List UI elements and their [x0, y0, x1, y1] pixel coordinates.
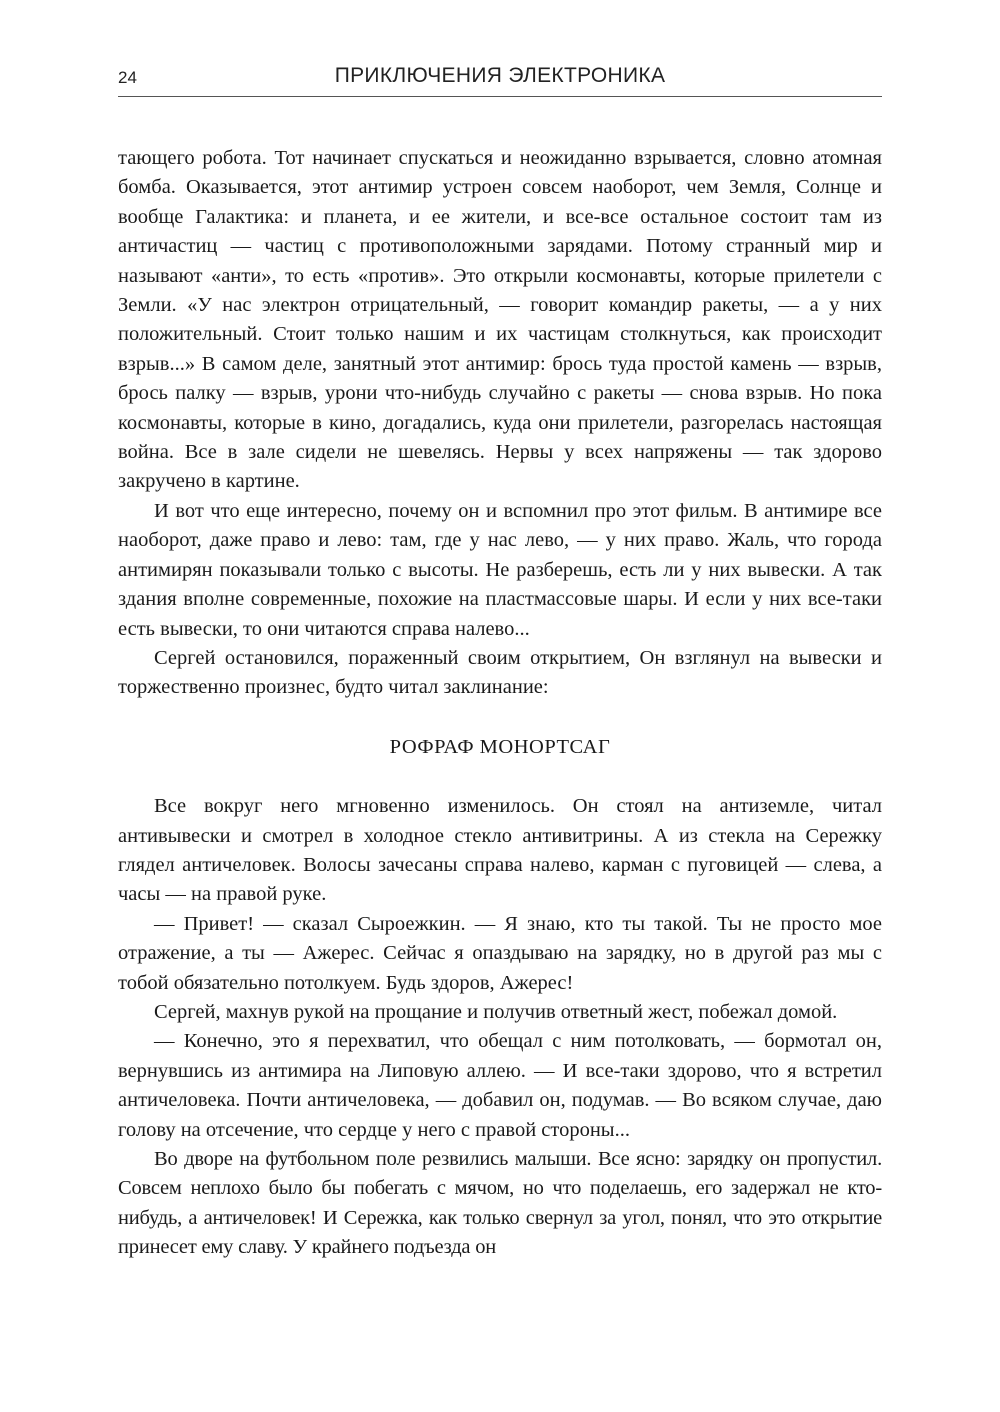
- page-header: [118, 62, 882, 97]
- page-number: 24: [118, 68, 137, 87]
- paragraph-dialogue: — Привет! — сказал Сыроежкин. — Я знаю, кто ты такой. Ты не просто мое отражение, а ты — Ажерес. Сейчас я опаздываю на зарядку, но в другой раз мы с тобой обязательно потолкуем. Будь здоров, Ажерес!: [118, 912, 882, 994]
- running-title: ПРИКЛЮЧЕНИЯ ЭЛЕКТРОНИКА: [334, 64, 666, 87]
- paragraph: Сергей остановился, пораженный своим открытием, Он взглянул на вывески и торжественно произнес, будто читал заклинание:: [118, 646, 882, 699]
- centered-heading: РОФРАФ МОНОРТСАГ: [389, 735, 611, 758]
- paragraph: Все вокруг него мгновенно изменилось. Он стоял на антиземле, читал антивывески и смотрел в холодное стекло антивитрины. А из стекла на Сережку глядел античеловек. Волосы зачесаны справа налево, карман с пуговицей — слева, а часы — на правой руке.: [118, 795, 882, 906]
- paragraph-continuation: тающего робота. Тот начинает спускаться и неожиданно взрывается, словно атомная бомба. Оказывается, этот антимир устроен совсем наоборот, чем Земля, Солнце и вообще Галактика: и планета, и ее жители, и все-все остальное состоит там из античастиц — частиц с противоположными зарядами. Потому странный мир и называют «анти», то есть «против». Это открыли космонавты, которые прилетели с Земли. «У нас электрон отрицательный, — говорит командир ракеты, — а у них положительный. Стоит только нашим и их частицам столкнуться, как происходит взрыв...» В самом деле, занятный этот антимир: брось туда простой камень — взрыв, брось палку — взрыв, урони что-нибудь случайно с ракеты — снова взрыв. Но пока космонавты, которые в кино, догадались, куда они прилетели, разгорелась настоящая война. Все в зале сидели не шевелясь. Нервы у всех напряжены — так здорово закручено в картине.: [118, 147, 882, 493]
- paragraph: Во дворе на футбольном поле резвились малыши. Все ясно: зарядку он пропустил. Совсем неплохо было бы побегать с мячом, но что поделаешь, его задержал не кто-нибудь, а античеловек! И Сережка, как только свернул за угол, понял, что это открытие принесет ему славу. У крайнего подъезда он: [118, 1148, 882, 1259]
- paragraph-dialogue: — Конечно, это я перехватил, что обещал с ним потолковать, — бормотал он, вернувшись из антимира на Липовую аллею. — И все-таки здорово, что я встретил античеловека. Почти античеловека, — добавил он, подумав. — Во всяком случае, даю голову на отсечение, что сердце у него с правой стороны...: [118, 1030, 882, 1141]
- paragraph: Сергей, махнув рукой на прощание и получив ответный жест, побежал домой.: [154, 1000, 838, 1023]
- paragraph: И вот что еще интересно, почему он и вспомнил про этот фильм. В антимире все наоборот, даже право и лево: там, где у нас лево, — у них право. Жаль, что города антимирян показывали только с высоты. Не разберешь, есть ли у них вывески. А так здания вполне современные, похожие на пластмассовые шары. И если у них все-таки есть вывески, то они читаются справа налево...: [118, 499, 882, 640]
- body-text: [118, 144, 882, 1263]
